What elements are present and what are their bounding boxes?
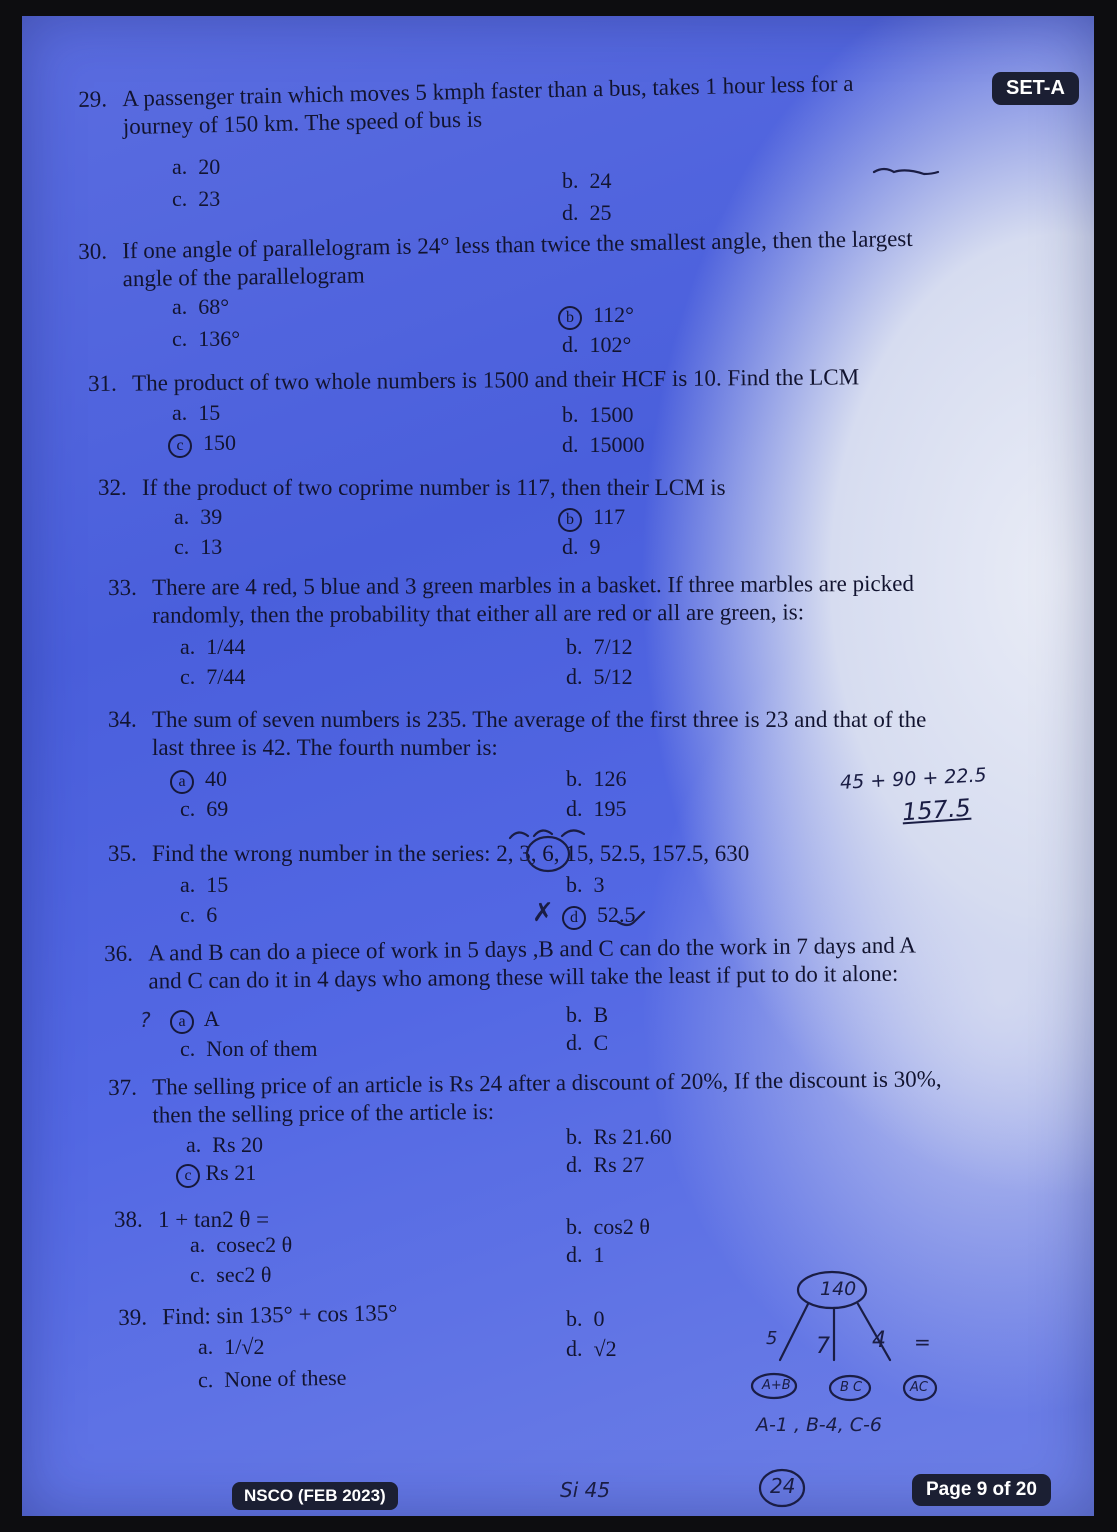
handwritten-calc-line2: 157.5 — [901, 793, 972, 827]
option-a[interactable]: a. 68° — [172, 294, 230, 319]
option-c[interactable]: c Rs 21 — [180, 1160, 256, 1188]
stem-line: The selling price of an article is Rs 24 after a discount of 20%, If the discount is 30%, — [152, 1066, 942, 1100]
question-number: 30. — [78, 238, 108, 264]
scribble-stroke — [874, 169, 938, 174]
answer-mark-circle: a — [170, 1010, 194, 1034]
option-b[interactable]: b 112° — [562, 302, 634, 330]
option-a[interactable]: a 40 — [174, 766, 227, 794]
stem-line: journey of 150 km. The speed of bus is — [122, 106, 483, 140]
stem-line: If one angle of parallelogram is 24° less than twice the smallest angle, then the largest — [122, 225, 913, 264]
option-c[interactable]: c. None of these — [197, 1364, 347, 1393]
option-d[interactable]: d. 9 — [562, 534, 601, 559]
option-d[interactable]: d. 1 — [566, 1242, 605, 1267]
option-a[interactable]: a. 1/√2 — [198, 1334, 265, 1359]
stem-line: last three is 42. The fourth number is: — [152, 735, 498, 760]
option-a[interactable]: a. 15 — [172, 400, 221, 425]
option-c[interactable]: c. 136° — [172, 326, 241, 351]
footer-circle — [760, 1470, 804, 1506]
tree-top-value: 140 — [820, 1278, 857, 1300]
option-d[interactable]: d. 195 — [566, 796, 627, 821]
option-d[interactable]: d. 102° — [562, 332, 632, 357]
option-c[interactable]: c. sec2 θ — [190, 1262, 272, 1287]
question-number: 38. — [114, 1207, 143, 1232]
option-b[interactable]: b. 24 — [562, 168, 612, 193]
tree-leaf-circle — [830, 1376, 870, 1400]
question-number: 31. — [88, 370, 117, 396]
tree-leaf-circle — [752, 1374, 796, 1398]
footer-scribble-2: 24 — [770, 1474, 796, 1498]
option-b[interactable]: b. cos2 θ — [566, 1214, 650, 1239]
stem-line: The product of two whole numbers is 1500 and their HCF is 10. Find the LCM — [132, 364, 860, 396]
answer-mark-circle: b — [558, 508, 582, 532]
option-d[interactable]: d. √2 — [566, 1336, 617, 1361]
stem-line: The sum of seven numbers is 235. The average of the first three is 23 and that of the — [152, 707, 927, 732]
handwritten-cross-mark: ✗ — [532, 898, 554, 928]
question-number: 36. — [104, 940, 134, 966]
tree-branch-3: 4 — [872, 1328, 886, 1353]
option-a[interactable]: a. 1/44 — [180, 634, 246, 659]
option-b[interactable]: b. B — [566, 1002, 609, 1027]
option-a[interactable]: a. 20 — [172, 154, 221, 179]
option-b[interactable]: b. Rs 21.60 — [566, 1124, 672, 1149]
question-number: 33. — [108, 574, 137, 600]
tick-stroke — [618, 912, 644, 925]
stem-line: and C can do it in 4 days who among these will take the least if put to do it alone: — [148, 960, 899, 994]
option-b[interactable]: b. 3 — [566, 872, 605, 897]
set-badge: SET-A — [992, 72, 1079, 105]
option-d[interactable]: d. 25 — [562, 200, 612, 225]
option-d[interactable]: d. 5/12 — [566, 664, 633, 689]
tree-branch-1: 5 — [766, 1328, 778, 1349]
exam-page — [22, 16, 1094, 1516]
handwritten-question-mark: ? — [140, 1008, 151, 1032]
tree-top-circle — [798, 1272, 866, 1308]
handwritten-result: A-1 , B-4, C-6 — [756, 1414, 882, 1436]
stem-line: A and B can do a piece of work in 5 days ,B and C can do the work in 7 days and A — [148, 932, 917, 966]
option-c[interactable]: c. 7/44 — [180, 664, 246, 689]
stem-line: A passenger train which moves 5 kmph faster than a bus, takes 1 hour less for a — [122, 70, 854, 112]
stem-line: angle of the parallelogram — [122, 262, 365, 292]
answer-mark-circle: c — [176, 1164, 200, 1188]
option-d[interactable]: d. Rs 27 — [566, 1152, 645, 1177]
option-c[interactable]: c. 23 — [172, 186, 221, 211]
option-b[interactable]: b 117 — [562, 504, 625, 532]
circle-stroke — [527, 837, 569, 871]
option-b[interactable]: b. 7/12 — [566, 634, 633, 659]
option-b[interactable]: b. 1500 — [562, 402, 634, 427]
question-number: 29. — [78, 86, 108, 112]
option-c[interactable]: c. 13 — [174, 534, 223, 559]
option-d[interactable]: d 52.5 — [566, 902, 636, 930]
option-a[interactable]: a. 39 — [174, 504, 223, 529]
tree-leaf-2: B C — [840, 1380, 863, 1395]
stem-line: Find: sin 135° + cos 135° — [162, 1300, 398, 1330]
question-number: 39. — [118, 1304, 148, 1330]
answer-mark-circle: b — [558, 306, 582, 330]
question-number: 35. — [108, 841, 137, 866]
stem-line: There are 4 red, 5 blue and 3 green marbles in a basket. If three marbles are picked — [152, 570, 914, 600]
tree-leaf-circle — [904, 1376, 936, 1400]
tree-branch-line — [780, 1304, 808, 1360]
handwriting-strokes — [22, 16, 1094, 1516]
stem-line: then the selling price of the article is: — [152, 1098, 495, 1128]
question-number: 37. — [108, 1074, 138, 1100]
tree-leaf-1: A+B — [762, 1378, 791, 1393]
stem-line: If the product of two coprime number is 117, then their LCM is — [142, 475, 726, 500]
option-a[interactable]: a A — [174, 1006, 220, 1034]
answer-mark-circle: c — [168, 434, 192, 458]
option-c[interactable]: c. 6 — [180, 902, 218, 927]
option-d[interactable]: d. C — [566, 1030, 609, 1055]
question-number: 32. — [98, 475, 127, 500]
option-c[interactable]: c 150 — [172, 430, 236, 458]
stem-line: randomly, then the probability that either all are red or all are green, is: — [152, 599, 805, 628]
option-b[interactable]: b. 0 — [566, 1306, 605, 1331]
option-a[interactable]: a. 15 — [180, 872, 229, 897]
tree-leaf-3: AC — [910, 1380, 928, 1395]
tree-branch-line — [858, 1304, 890, 1360]
option-c[interactable]: c. 69 — [180, 796, 229, 821]
handwritten-calc-line1: 45 + 90 + 22.5 — [839, 764, 988, 794]
option-a[interactable]: a. cosec2 θ — [190, 1232, 293, 1257]
handwritten-equals: = — [914, 1330, 931, 1354]
footer-scribble-1: Si 45 — [560, 1478, 611, 1502]
option-c[interactable]: c. Non of them — [180, 1036, 318, 1061]
option-b[interactable]: b. 126 — [566, 766, 627, 791]
question-number: 34. — [108, 707, 137, 732]
option-a[interactable]: a. Rs 20 — [186, 1132, 264, 1157]
page-number-badge: Page 9 of 20 — [912, 1474, 1051, 1506]
stem-line: 1 + tan2 θ = — [158, 1207, 270, 1232]
option-d[interactable]: d. 15000 — [562, 432, 645, 457]
stem-line: Find the wrong number in the series: 2, 3, 6, 15, 52.5, 157.5, 630 — [152, 841, 750, 866]
tree-branch-2: 7 — [816, 1334, 830, 1359]
answer-mark-circle: a — [170, 770, 194, 794]
answer-mark-circle: d — [562, 906, 586, 930]
exam-footer-tag: NSCO (FEB 2023) — [232, 1482, 398, 1510]
